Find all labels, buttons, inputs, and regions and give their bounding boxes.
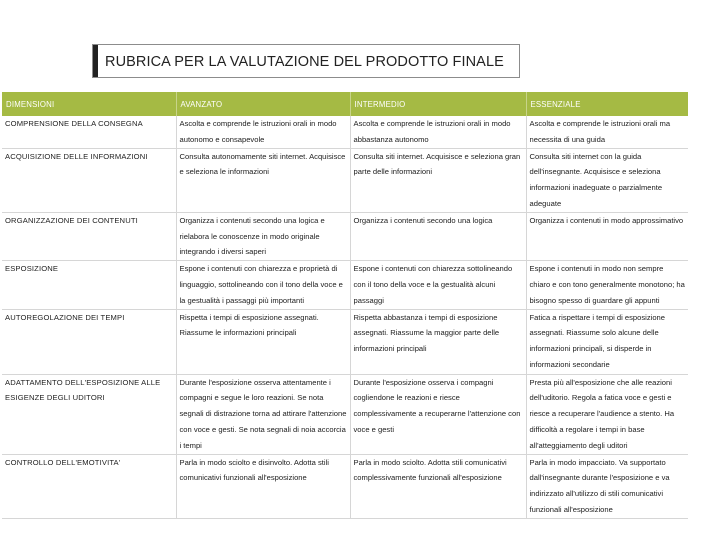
avanzato-cell: Organizza i contenuti secondo una logica e rielabora le conoscenze in modo originale integrando i diversi saperi (176, 212, 350, 260)
title-box (92, 44, 520, 78)
dimension-cell: COMPRENSIONE DELLA CONSEGNA (2, 116, 176, 148)
essenziale-cell: Ascolta e comprende le istruzioni orali ma necessita di una guida (526, 116, 688, 148)
table-row (2, 454, 688, 518)
intermedio-cell: Espone i contenuti con chiarezza sottolineando con il tono della voce e la gestualità alcuni passaggi (350, 261, 526, 309)
header-intermedio: INTERMEDIO (350, 92, 526, 116)
intermedio-cell: Ascolta e comprende le istruzioni orali in modo abbastanza autonomo (350, 116, 526, 148)
avanzato-cell: Consulta autonomamente siti internet. Acquisisce e seleziona le informazioni (176, 148, 350, 212)
dimension-cell: ADATTAMENTO DELL'ESPOSIZIONE ALLE ESIGENZE DEGLI UDITORI (2, 374, 176, 454)
header-dimensioni: DIMENSIONI (2, 92, 176, 116)
dimension-cell: ACQUISIZIONE DELLE INFORMAZIONI (2, 148, 176, 212)
page-title: RUBRICA PER LA VALUTAZIONE DEL PRODOTTO FINALE (105, 54, 504, 70)
table-row (2, 212, 688, 260)
header-avanzato: AVANZATO (176, 92, 350, 116)
table-row (2, 309, 688, 374)
essenziale-cell: Organizza i contenuti in modo approssimativo (526, 212, 688, 260)
essenziale-cell: Consulta siti internet con la guida dell'insegnante. Acquisisce e seleziona informazioni inadeguate o parzialmente adeguate (526, 148, 688, 212)
header-row (2, 92, 688, 116)
dimension-cell: AUTOREGOLAZIONE DEI TEMPI (2, 309, 176, 374)
avanzato-cell: Espone i contenuti con chiarezza e proprietà di linguaggio, sottolineando con il tono della voce e la gestualità i passaggi più importanti (176, 261, 350, 309)
intermedio-cell: Organizza i contenuti secondo una logica (350, 212, 526, 260)
avanzato-cell: Rispetta i tempi di esposizione assegnati. Riassume le informazioni principali (176, 309, 350, 374)
essenziale-cell: Espone i contenuti in modo non sempre chiaro e con tono generalmente monotono; ha bisogno spesso di guardare gli appunti (526, 261, 688, 309)
rubric-table (2, 92, 688, 519)
dimension-cell: ORGANIZZAZIONE DEI CONTENUTI (2, 212, 176, 260)
table-row (2, 116, 688, 148)
essenziale-cell: Presta più all'esposizione che alle reazioni dell'uditorio. Regola a fatica voce e gesti e riesce a recuperare l'audience a stento. Ha difficoltà a regolare i tempi in base all'atteggiamento degli uditori (526, 374, 688, 454)
header-essenziale: ESSENZIALE (526, 92, 688, 116)
avanzato-cell: Durante l'esposizione osserva attentamente i compagni e segue le loro reazioni. Se nota segnali di distrazione torna ad attirare l'attenzione con voce e gesti. Se nota segnali di noia accorcia i tempi (176, 374, 350, 454)
essenziale-cell: Fatica a rispettare i tempi di esposizione assegnati. Riassume solo alcune delle informazioni principali, si disperde in informazioni secondarie (526, 309, 688, 374)
avanzato-cell: Parla in modo sciolto e disinvolto. Adotta stili comunicativi funzionali all'esposizione (176, 454, 350, 518)
table-row (2, 261, 688, 309)
essenziale-cell: Parla in modo impacciato. Va supportato dall'insegnante durante l'esposizione e va indirizzato all'utilizzo di stili comunicativi funzionali all'esposizione (526, 454, 688, 518)
intermedio-cell: Parla in modo sciolto. Adotta stili comunicativi complessivamente funzionali all'esposizione (350, 454, 526, 518)
dimension-cell: CONTROLLO DELL'EMOTIVITA' (2, 454, 176, 518)
avanzato-cell: Ascolta e comprende le istruzioni orali in modo autonomo e consapevole (176, 116, 350, 148)
table-row (2, 148, 688, 212)
intermedio-cell: Durante l'esposizione osserva i compagni cogliendone le reazioni e riesce complessivamente a recuperarne l'attenzione con voce e gesti (350, 374, 526, 454)
intermedio-cell: Rispetta abbastanza i tempi di esposizione assegnati. Riassume la maggior parte delle informazioni principali (350, 309, 526, 374)
table-row (2, 374, 688, 454)
title-accent-bar (93, 45, 98, 77)
intermedio-cell: Consulta siti internet. Acquisisce e seleziona gran parte delle informazioni (350, 148, 526, 212)
dimension-cell: ESPOSIZIONE (2, 261, 176, 309)
